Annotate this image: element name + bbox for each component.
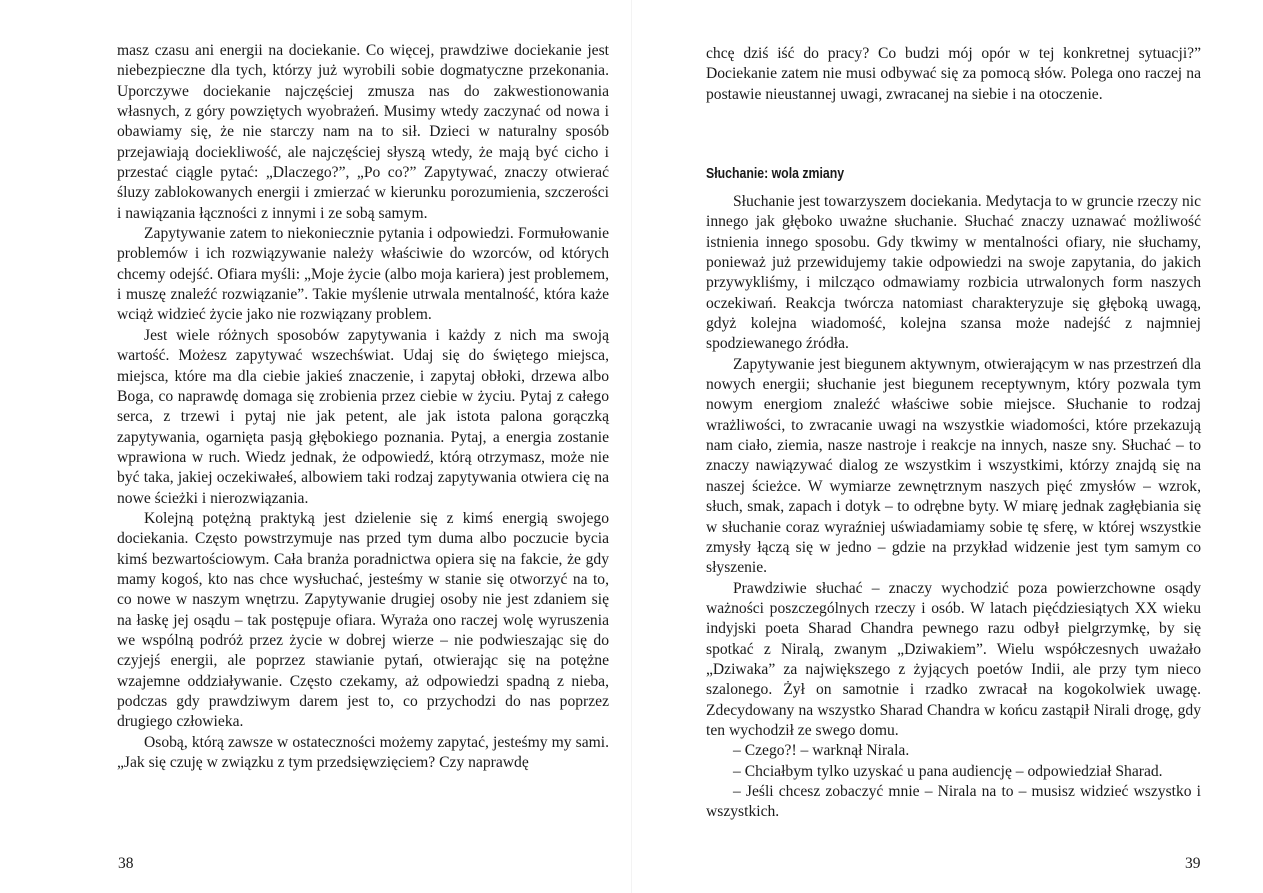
- dialogue-line-1: – Czego?! – warknął Nirala.: [733, 742, 910, 760]
- right-paragraph-1: Słuchanie jest towarzyszem dociekania. Medytacja to w gruncie rzeczy nic innego jak głęboko uważne słuchanie. Słuchać znaczy uznawać możliwość istnienia innego sposobu. Gdy tkwimy w mentalności ofiary, nie słuchamy, ponieważ już przewidujemy takie odpowiedzi na swoje zapytania, do jakich przywykliśmy, i milcząco odmawiamy rozbicia utrwalonych form naszych oczekiwań. Reakcja twórcza natomiast charakteryzuje się głęboką uwagą, gdyż kolejna wiadomość, kolejna szansa może nadejść z najmniej spodziewanego źródła.: [706, 193, 1201, 353]
- right-paragraph-3: Prawdziwie słuchać – znaczy wychodzić poza powierzchowne osądy ważności poszczególnych rzeczy i osób. W latach pięćdziesiątych XX wieku indyjski poeta Sharad Chandra pewnego razu odbył pielgrzymkę, by się spotkać z Niralą, zwanym „Dziwakiem”. Wielu współczesnych uważało „Dziwaka” za największego z żyjących poetów Indii, ale przy tym nieco szalonego. Żył on samotnie i rzadko zwracał na kogokolwiek uwagę. Zdecydowany na wszystko Sharad Chandra w końcu zastąpił Nirali drogę, gdy ten wychodził ze swego domu.: [706, 579, 1201, 739]
- right-page-body: [706, 192, 1201, 823]
- left-page-number: 38: [118, 855, 134, 872]
- left-paragraph-3: Jest wiele różnych sposobów zapytywania i każdy z nich ma swoją wartość. Możesz zapytywać wszechświat. Udaj się do świętego miejsca, miejsca, które ma dla ciebie jakieś znaczenie, i zapytaj obłoki, drzewa albo Boga, co naprawdę domaga się zrobienia przez ciebie w życiu. Pytaj z całego serca, z trzewi i pytaj nie jak petent, ale jak istota palona gorączką zapytywania, ogarnięta pasją głębokiego poznania. Pytaj, a energia zostanie wprawiona w ruch. Wiedz jednak, że odpowiedź, którą otrzymasz, może nie być taka, jakiej oczekiwałeś, albowiem taki rodzaj zapytywania otwiera cię na nowe ścieżki i nierozwiązania.: [117, 326, 609, 507]
- dialogue-line-2: – Chciałbym tylko uzyskać u pana audiencję – odpowiedział Sharad.: [733, 762, 1163, 780]
- left-paragraph-2: Zapytywanie zatem to niekoniecznie pytania i odpowiedzi. Formułowanie problemów i ich rozwiązywanie należy właściwie do wzorców, od których chcemy odejść. Ofiara myśli: „Moje życie (albo moja kariera) jest problemem, i muszę znaleźć rozwiązanie”. Takie myślenie utrwala mentalność, która każe wciąż widzieć życie jako nie rozwiązany problem.: [117, 225, 609, 324]
- right-intro-paragraph: chcę dziś iść do pracy? Co budzi mój opór w tej konkretnej sytuacji?” Dociekanie zatem nie musi odbywać się za pomocą słów. Polega ono raczej na postawie nieustannej uwagi, zwracanej na siebie i na otoczenie.: [706, 45, 1201, 103]
- left-paragraph-1: masz czasu ani energii na dociekanie. Co więcej, prawdziwe dociekanie jest niebezpieczne dla tych, którzy już wyrobili sobie dogmatyczne przekonania. Uporczywe dociekanie najczęściej zmusza nas do zakwestionowania własnych, z góry powziętych wyobrażeń. Musimy wtedy zaczynać od nowa i obawiamy się, że nie starczy nam na to sił. Dzieci w naturalny sposób przejawiają dociekliwość, ale najczęściej słyszą wtedy, że mają być cicho i przestać ciągle pytać: „Dlaczego?”, „Po co?” Zapytywać, znaczy otwierać śluzy zablokowanych energii i zmierzać w kierunku porozumienia, szczerości i nawiązania łączności z innymi i ze sobą samym.: [117, 42, 609, 222]
- dialogue-line-3: – Jeśli chcesz zobaczyć mnie – Nirala na to – musisz widzieć wszystko i wszystkich.: [706, 782, 1201, 821]
- left-paragraph-4: Kolejną potężną praktyką jest dzielenie się z kimś energią swojego dociekania. Często powstrzymuje nas przed tym duma albo poczucie bycia kimś bezwartościowym. Cała branża poradnictwa opiera się na fakcie, że gdy mamy kogoś, kto nas chce wysłuchać, jesteśmy w stanie się otworzyć na to, co nowe w naszym wnętrzu. Zapytywanie drugiej osoby nie jest zdaniem się na łaskę jej osądu – tak postępuje ofiara. Wyraża ono raczej wolę wyruszenia we wspólną podróż przez życie w dobrej wierze – nie podwieszając się do czyjejś energii, ale poprzez stawianie pytań, otwierając się na potężne wzajemne oddziaływanie. Często czekamy, aż odpowiedzi spadną z nieba, podczas gdy prawdziwym darem jest to, co przychodzi do nas poprzez drugiego człowieka.: [117, 509, 609, 731]
- section-heading: Słuchanie: wola zmiany: [706, 165, 845, 182]
- right-intro-block: [706, 44, 1201, 105]
- right-page-number: 39: [1185, 855, 1201, 872]
- right-paragraph-2: Zapytywanie jest biegunem aktywnym, otwierającym w nas przestrzeń dla nowych energii; słuchanie jest biegunem receptywnym, który pozwala tym nowym energiom znaleźć właściwe sobie miejsce. Słuchanie to rodzaj wrażliwości, to zwracanie uwagi na wszystkie wiadomości, które przekazują nam ciało, ziemia, nasze nastroje i reakcje na innych, nasze sny. Słuchać – to znaczy nawiązywać dialog ze wszystkim i wszystkimi, którzy znajdą się na naszej ścieżce. W wymiarze zewnętrznym naszych pięć zmysłów – wzrok, słuch, smak, zapach i dotyk – to odrębne byty. W miarę jednak zagłębiania się w słuchanie coraz wyraźniej uświadamiamy sobie tę sferę, w której wszystkie zmysły łączą się w jedno – gdzie na przykład widzenie jest tym samym co słyszenie.: [706, 355, 1201, 577]
- left-paragraph-5: Osobą, którą zawsze w ostateczności możemy zapytać, jesteśmy my sami. „Jak się czuję w związku z tym przedsięwzięciem? Czy naprawdę: [117, 733, 609, 772]
